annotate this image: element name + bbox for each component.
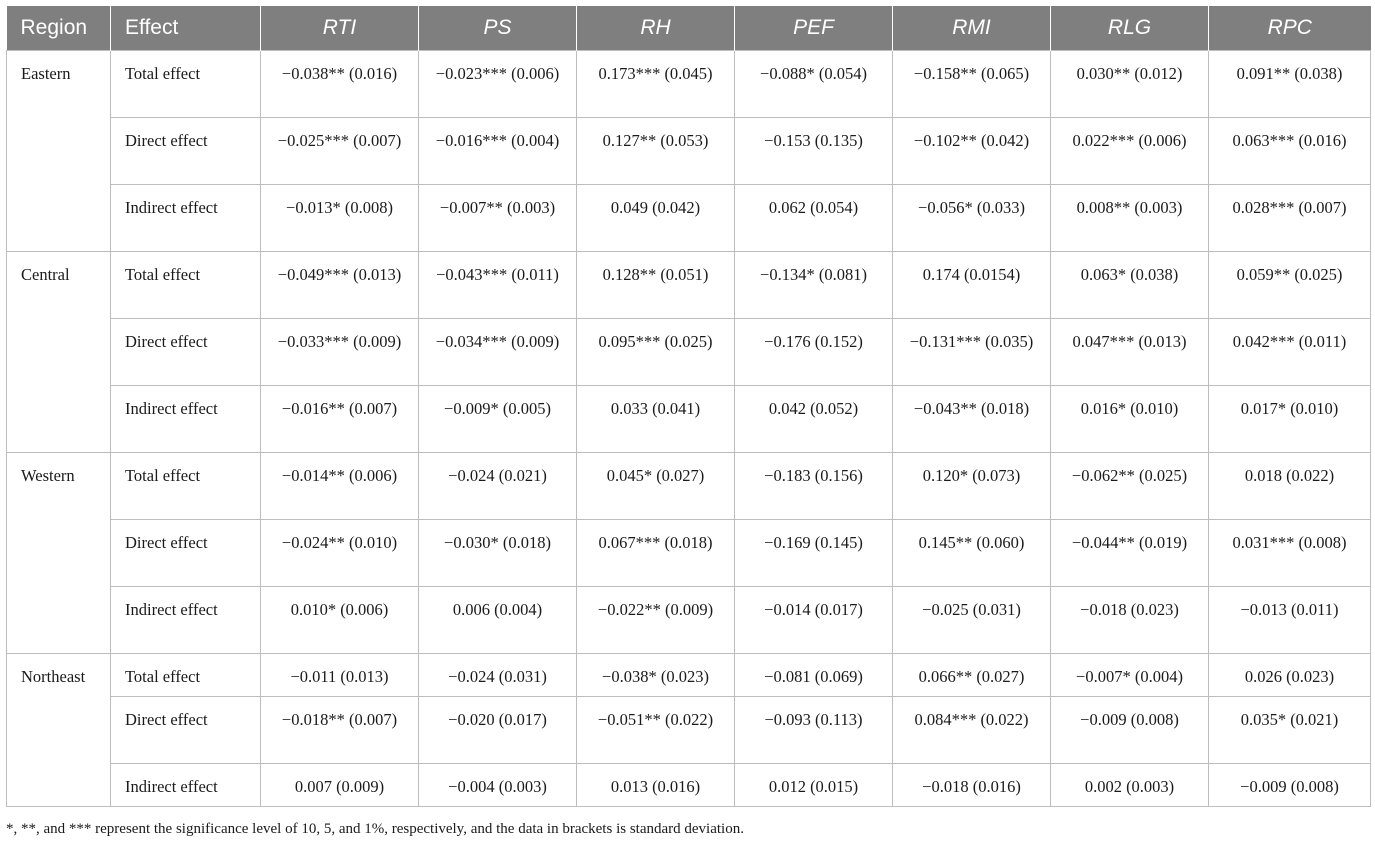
value-rmi: −0.102** (0.042) [913,131,1030,150]
value-cell [261,697,419,764]
value-cell [261,587,419,654]
value-pef: −0.176 (0.152) [764,332,863,351]
header-effect: Effect [111,6,261,51]
region-cell [7,319,111,386]
value-cell [1051,520,1209,587]
region-cell [7,118,111,185]
header-rlg: RLG [1051,6,1209,51]
region-label [7,386,110,397]
value-cell [1209,51,1371,118]
value-cell [419,51,577,118]
value-rmi: 0.145** (0.060) [918,533,1025,552]
value-cell [419,252,577,319]
region-cell [7,453,111,520]
value-pef: −0.014 (0.017) [764,600,863,619]
value-rti: 0.010* (0.006) [290,600,389,619]
region-cell [7,51,111,118]
effect-label: Direct effect [125,533,208,552]
value-cell [419,587,577,654]
value-rpc: 0.028*** (0.007) [1232,198,1347,217]
table-body [7,51,1371,807]
value-cell [1209,185,1371,252]
value-rlg: −0.007* (0.004) [1076,667,1183,686]
region-label [7,697,110,708]
value-rti: 0.007 (0.009) [294,777,385,796]
header-rh: RH [577,6,735,51]
value-cell [893,453,1051,520]
value-ps: −0.024 (0.031) [448,667,547,686]
region-label: Northeast [21,667,86,686]
value-cell [577,654,735,697]
value-cell [419,654,577,697]
value-cell [577,51,735,118]
region-cell [7,386,111,453]
region-cell [7,185,111,252]
value-cell [1209,453,1371,520]
value-cell [577,520,735,587]
value-cell [577,185,735,252]
value-cell [261,252,419,319]
table-row [7,386,1371,453]
value-pef: −0.093 (0.113) [764,710,863,729]
effect-cell [111,386,261,453]
value-cell [1051,252,1209,319]
value-cell [893,764,1051,807]
effect-label: Direct effect [125,710,208,729]
value-ps: −0.020 (0.017) [448,710,547,729]
value-rpc: 0.017* (0.010) [1240,399,1339,418]
value-cell [1051,185,1209,252]
region-cell [7,252,111,319]
value-cell [735,764,893,807]
value-cell [1051,386,1209,453]
effect-label: Total effect [125,265,201,284]
value-rti: −0.024** (0.010) [281,533,398,552]
value-rlg: −0.044** (0.019) [1071,533,1188,552]
value-pef: 0.012 (0.015) [768,777,859,796]
table-row [7,697,1371,764]
table-row [7,654,1371,697]
value-cell [893,118,1051,185]
value-ps: −0.016*** (0.004) [435,131,560,150]
value-cell [1209,118,1371,185]
value-pef: −0.169 (0.145) [764,533,863,552]
value-rlg: 0.016* (0.010) [1080,399,1179,418]
value-cell [577,587,735,654]
value-cell [577,386,735,453]
effect-cell [111,319,261,386]
value-ps: −0.043*** (0.011) [436,265,559,284]
value-cell [577,118,735,185]
value-rlg: 0.030** (0.012) [1076,64,1183,83]
value-rlg: 0.047*** (0.013) [1072,332,1187,351]
value-cell [261,654,419,697]
region-label [7,587,110,598]
value-pef: −0.134* (0.081) [760,265,867,284]
value-rti: −0.033*** (0.009) [277,332,402,351]
value-ps: 0.006 (0.004) [452,600,543,619]
value-cell [419,118,577,185]
table-row [7,252,1371,319]
value-rh: 0.013 (0.016) [610,777,701,796]
value-rmi: 0.084*** (0.022) [914,710,1029,729]
value-rpc: 0.031*** (0.008) [1232,533,1347,552]
value-cell [419,520,577,587]
value-pef: −0.153 (0.135) [764,131,863,150]
value-cell [735,252,893,319]
table-row [7,453,1371,520]
value-rpc: 0.059** (0.025) [1236,265,1343,284]
value-cell [1051,118,1209,185]
value-rh: −0.038* (0.023) [602,667,709,686]
value-cell [735,51,893,118]
region-label [7,319,110,330]
value-cell [893,319,1051,386]
value-cell [893,520,1051,587]
value-cell [261,386,419,453]
value-rmi: −0.043** (0.018) [913,399,1030,418]
value-ps: −0.009* (0.005) [444,399,551,418]
value-cell [1209,319,1371,386]
region-label [7,185,110,196]
value-rti: −0.016** (0.007) [281,399,398,418]
value-rh: 0.033 (0.041) [610,399,701,418]
effect-label: Total effect [125,64,201,83]
effect-cell [111,453,261,520]
table-row [7,185,1371,252]
header-row [7,6,1371,51]
value-cell [735,654,893,697]
effect-cell [111,587,261,654]
value-pef: −0.081 (0.069) [764,667,863,686]
value-rlg: −0.009 (0.008) [1080,710,1179,729]
effect-label: Total effect [125,466,201,485]
value-ps: −0.030* (0.018) [444,533,551,552]
header-pef: PEF [735,6,893,51]
effect-label: Direct effect [125,131,208,150]
value-cell [1051,587,1209,654]
header-rpc: RPC [1209,6,1371,51]
value-pef: −0.088* (0.054) [760,64,867,83]
region-label: Eastern [21,64,71,83]
value-rpc: 0.035* (0.021) [1240,710,1339,729]
region-label: Central [21,265,70,284]
value-cell [893,587,1051,654]
header-ps: PS [419,6,577,51]
value-rlg: 0.063* (0.038) [1080,265,1179,284]
value-cell [1051,51,1209,118]
value-cell [261,319,419,386]
value-rti: −0.018** (0.007) [281,710,398,729]
value-rh: −0.051** (0.022) [597,710,714,729]
value-rh: 0.173*** (0.045) [598,64,713,83]
value-cell [735,118,893,185]
region-label: Western [21,466,75,485]
value-cell [735,587,893,654]
results-table-container [6,6,1370,807]
table-row [7,118,1371,185]
value-cell [419,185,577,252]
region-label [7,764,110,775]
regional-effects-table [6,6,1371,807]
value-cell [261,118,419,185]
effect-cell [111,118,261,185]
value-ps: −0.023*** (0.006) [435,64,560,83]
region-cell [7,587,111,654]
effect-cell [111,252,261,319]
value-rh: 0.045* (0.027) [606,466,705,485]
table-row [7,319,1371,386]
value-cell [261,520,419,587]
value-cell [1209,520,1371,587]
effect-cell [111,697,261,764]
value-cell [893,185,1051,252]
value-rti: −0.013* (0.008) [286,198,393,217]
value-cell [1051,697,1209,764]
value-pef: 0.042 (0.052) [768,399,859,418]
value-rpc: −0.009 (0.008) [1240,777,1339,796]
value-rti: −0.049*** (0.013) [277,265,402,284]
value-cell [419,386,577,453]
value-cell [1209,252,1371,319]
value-cell [577,697,735,764]
value-cell [577,764,735,807]
value-rti: −0.014** (0.006) [281,466,398,485]
value-cell [1209,654,1371,697]
value-rmi: −0.025 (0.031) [922,600,1021,619]
value-cell [419,764,577,807]
value-cell [261,764,419,807]
value-pef: 0.062 (0.054) [768,198,859,217]
region-cell [7,520,111,587]
value-rmi: 0.174 (0.0154) [922,265,1021,284]
region-cell [7,697,111,764]
value-cell [893,697,1051,764]
value-cell [893,51,1051,118]
header-rmi: RMI [893,6,1051,51]
value-rpc: 0.091** (0.038) [1236,64,1343,83]
table-row [7,520,1371,587]
table-footnote: *, **, and *** represent the significance level of 10, 5, and 1%, respectively, and the data in brackets is standard deviation. [6,821,744,837]
value-rpc: −0.013 (0.011) [1240,600,1339,619]
table-header [7,6,1371,51]
value-cell [419,697,577,764]
value-rti: −0.025*** (0.007) [277,131,402,150]
value-rmi: −0.018 (0.016) [922,777,1021,796]
region-cell [7,764,111,807]
table-row [7,51,1371,118]
value-rti: −0.011 (0.013) [290,667,389,686]
value-cell [735,697,893,764]
value-rmi: −0.158** (0.065) [913,64,1030,83]
value-cell [735,386,893,453]
value-rpc: 0.063*** (0.016) [1232,131,1347,150]
value-cell [577,319,735,386]
value-cell [261,185,419,252]
value-ps: −0.034*** (0.009) [435,332,560,351]
value-rlg: 0.002 (0.003) [1084,777,1175,796]
value-cell [419,453,577,520]
value-rlg: −0.062** (0.025) [1071,466,1188,485]
value-rh: 0.095*** (0.025) [598,332,713,351]
region-cell [7,654,111,697]
value-cell [1209,697,1371,764]
value-cell [577,453,735,520]
effect-cell [111,520,261,587]
effect-label: Direct effect [125,332,208,351]
header-region: Region [7,6,111,51]
value-rlg: 0.022*** (0.006) [1072,131,1187,150]
value-rpc: 0.042*** (0.011) [1232,332,1347,351]
value-rmi: 0.120* (0.073) [922,466,1021,485]
value-rlg: −0.018 (0.023) [1080,600,1179,619]
value-ps: −0.007** (0.003) [439,198,556,217]
value-ps: −0.024 (0.021) [448,466,547,485]
value-rpc: 0.018 (0.022) [1244,466,1335,485]
value-rti: −0.038** (0.016) [281,64,398,83]
value-rh: 0.067*** (0.018) [598,533,713,552]
value-rh: −0.022** (0.009) [597,600,714,619]
value-cell [735,520,893,587]
effect-cell [111,185,261,252]
value-cell [1209,587,1371,654]
value-pef: −0.183 (0.156) [764,466,863,485]
region-label [7,520,110,531]
value-cell [735,185,893,252]
value-cell [735,319,893,386]
effect-label: Indirect effect [125,399,218,418]
effect-cell [111,51,261,118]
effect-cell [111,764,261,807]
value-cell [893,386,1051,453]
table-row [7,587,1371,654]
value-rh: 0.049 (0.042) [610,198,701,217]
value-rmi: −0.131*** (0.035) [909,332,1034,351]
value-cell [1051,764,1209,807]
value-rmi: −0.056* (0.033) [918,198,1025,217]
value-ps: −0.004 (0.003) [448,777,547,796]
value-cell [261,51,419,118]
value-cell [419,319,577,386]
value-rh: 0.127** (0.053) [602,131,709,150]
value-cell [893,654,1051,697]
value-rh: 0.128** (0.051) [602,265,709,284]
value-cell [577,252,735,319]
header-rti: RTI [261,6,419,51]
value-cell [735,453,893,520]
effect-label: Indirect effect [125,600,218,619]
value-cell [1209,764,1371,807]
value-rpc: 0.026 (0.023) [1244,667,1335,686]
value-cell [261,453,419,520]
value-rlg: 0.008** (0.003) [1076,198,1183,217]
effect-label: Indirect effect [125,198,218,217]
value-cell [1051,319,1209,386]
region-label [7,118,110,129]
effect-cell [111,654,261,697]
table-row [7,764,1371,807]
value-rmi: 0.066** (0.027) [918,667,1025,686]
value-cell [1051,654,1209,697]
value-cell [893,252,1051,319]
effect-label: Indirect effect [125,777,218,796]
effect-label: Total effect [125,667,201,686]
value-cell [1051,453,1209,520]
value-cell [1209,386,1371,453]
